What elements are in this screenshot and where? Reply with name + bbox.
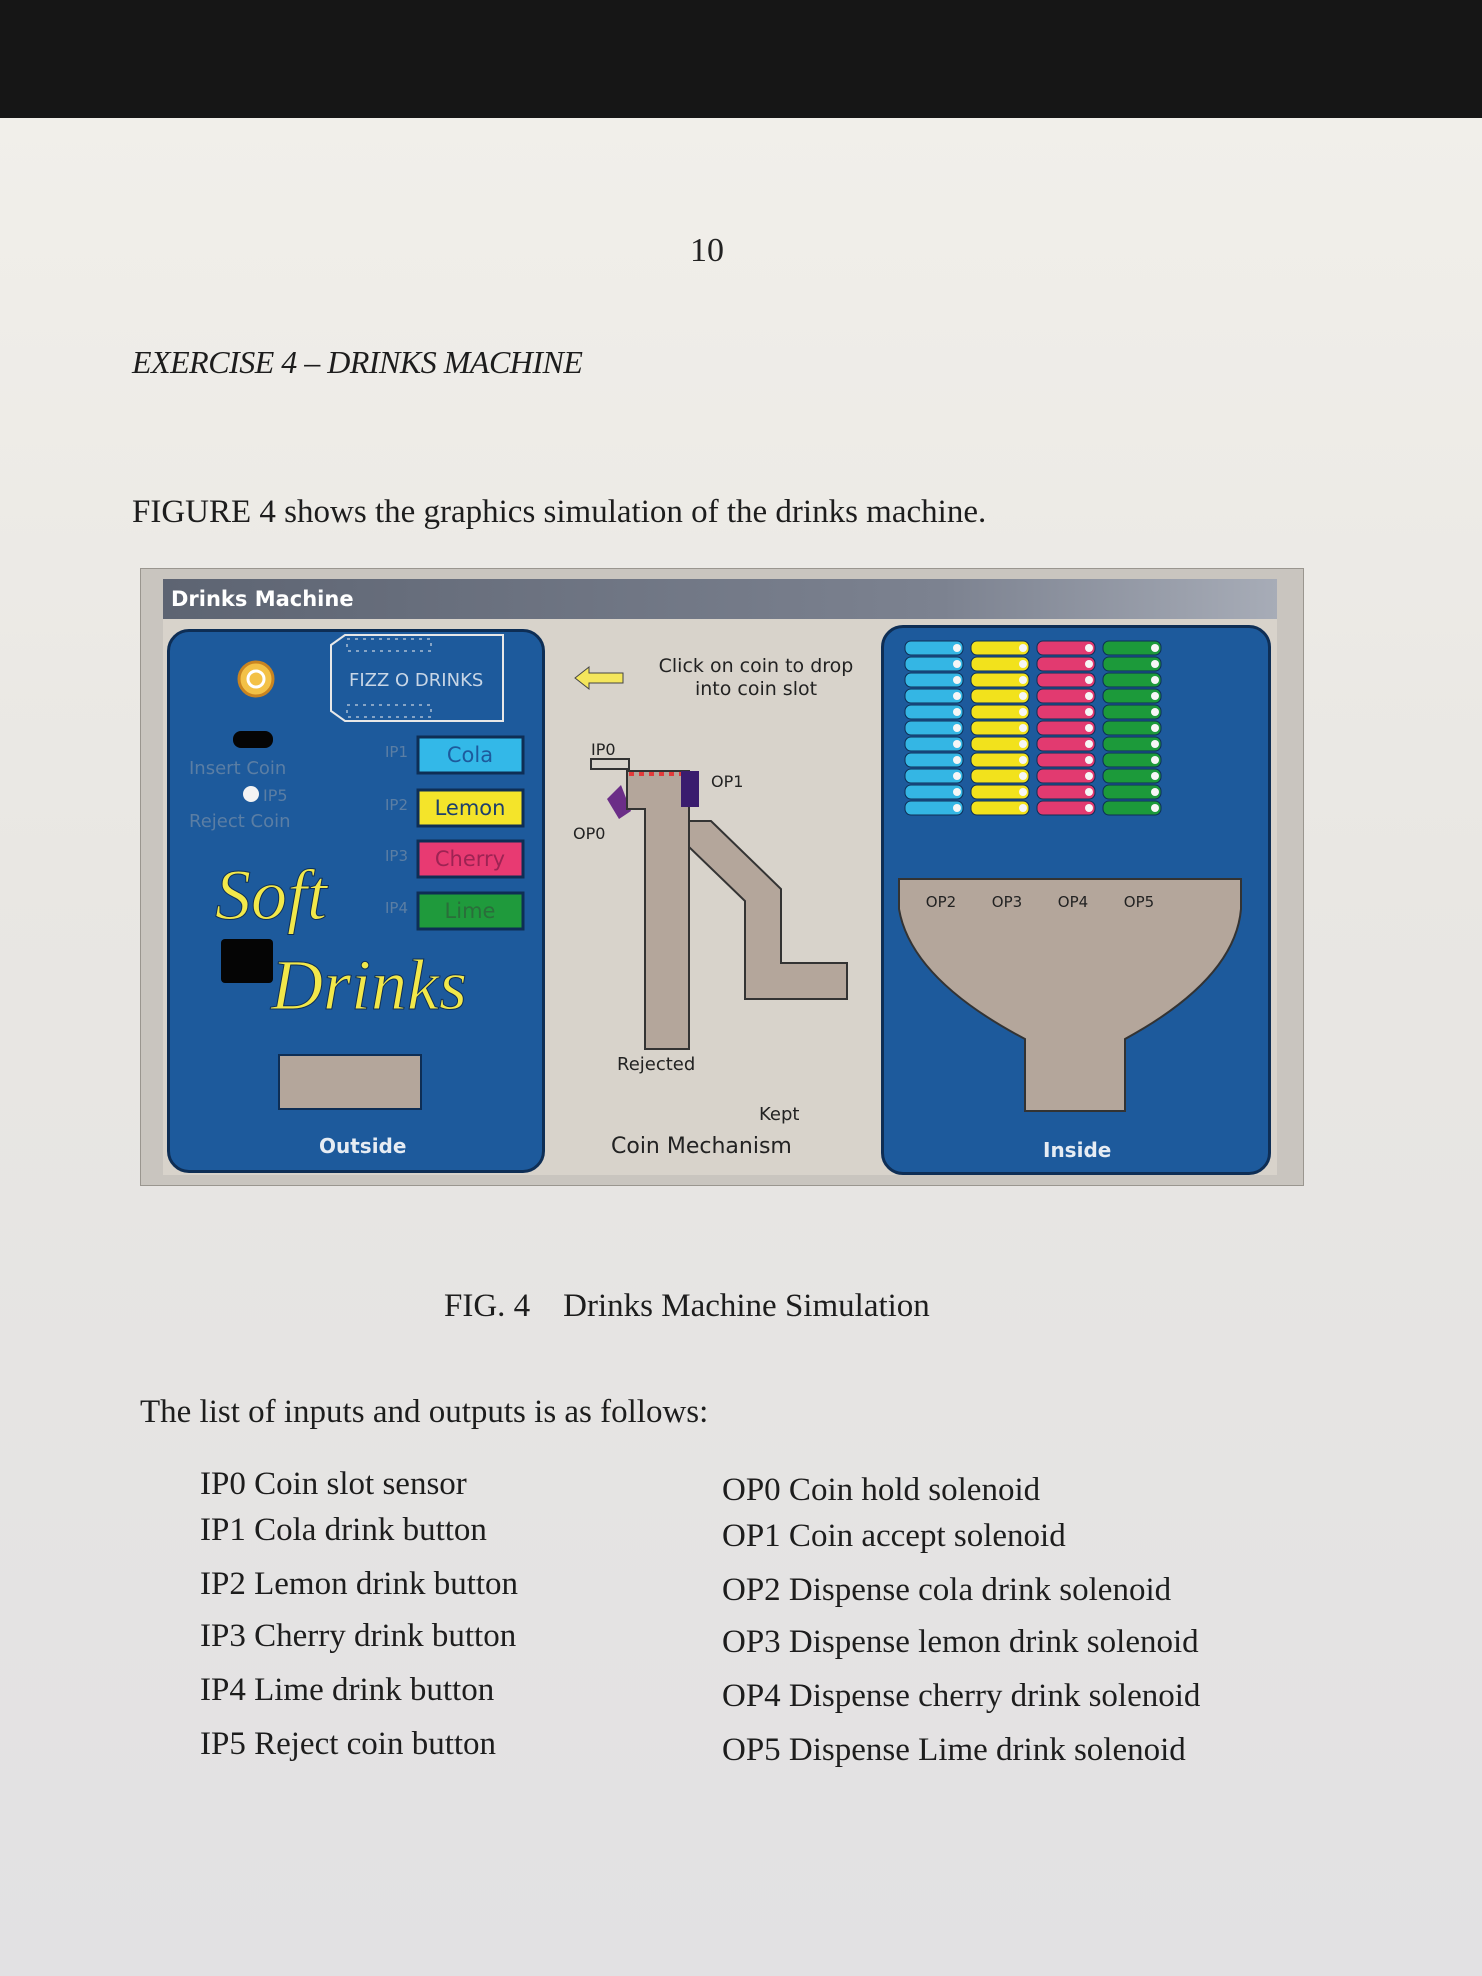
drink-can-top <box>1019 804 1027 812</box>
drink-can-top <box>1019 756 1027 764</box>
drink-button-lime[interactable] <box>385 893 523 929</box>
drink-can-top <box>1151 740 1159 748</box>
drink-can-top <box>1085 772 1093 780</box>
reject-coin-label[interactable]: Reject Coin <box>189 811 291 832</box>
drink-can-top <box>953 692 961 700</box>
drink-can-top <box>1019 772 1027 780</box>
drink-can-top <box>1019 740 1027 748</box>
coin-icon[interactable] <box>239 662 273 696</box>
op5-label: OP5 <box>1123 893 1155 911</box>
input-item: IP4 Lime drink button <box>200 1672 495 1708</box>
drink-can-top <box>1085 676 1093 684</box>
kept-label: Kept <box>759 1104 800 1125</box>
arrow-icon <box>575 667 623 689</box>
op0-label: OP0 <box>573 824 606 843</box>
drink-can-top <box>953 644 961 652</box>
svg-text:IP2: IP2 <box>385 796 409 814</box>
input-item: IP0 Coin slot sensor <box>200 1466 467 1502</box>
output-item: OP2 Dispense cola drink solenoid <box>722 1572 1172 1608</box>
reject-chute <box>627 771 689 1049</box>
drink-can-top <box>953 804 961 812</box>
dark-background <box>0 0 1482 118</box>
output-item: OP5 Dispense Lime drink solenoid <box>722 1732 1186 1768</box>
ip0-label: IP0 <box>591 740 616 759</box>
input-item: IP1 Cola drink button <box>200 1512 487 1548</box>
svg-text:IP4: IP4 <box>385 899 409 917</box>
exercise-heading: EXERCISE 4 – DRINKS MACHINE <box>132 344 583 380</box>
figure-caption: FIG. 4 Drinks Machine Simulation <box>444 1288 930 1324</box>
rejected-label: Rejected <box>617 1054 696 1075</box>
brand-sign <box>331 635 503 721</box>
dispense-flap <box>221 939 273 983</box>
drink-can-top <box>1019 724 1027 732</box>
drink-can-top <box>953 708 961 716</box>
outside-label: Outside <box>319 1134 407 1158</box>
brand-text: FIZZ O DRINKS <box>349 670 484 691</box>
input-item: IP3 Cherry drink button <box>200 1618 517 1654</box>
ip5-label: IP5 <box>263 786 288 805</box>
simulation-graphics <box>163 579 1277 1175</box>
drink-can-top <box>953 740 961 748</box>
drink-can-top <box>1151 660 1159 668</box>
svg-text:IP1: IP1 <box>385 743 409 761</box>
ip0-sensor <box>591 759 629 769</box>
output-item: OP1 Coin accept solenoid <box>722 1518 1066 1554</box>
intro-paragraph: FIGURE 4 shows the graphics simulation of the drinks machine. <box>132 494 987 530</box>
drink-can-top <box>1085 660 1093 668</box>
hint-text-line1: Click on coin to drop <box>658 655 854 677</box>
drink-can-top <box>953 676 961 684</box>
collection-hopper <box>899 879 1241 1111</box>
collection-tray <box>279 1055 421 1109</box>
drink-can-top <box>1085 724 1093 732</box>
drink-can-top <box>1151 756 1159 764</box>
output-item: OP0 Coin hold solenoid <box>722 1472 1041 1508</box>
drink-can-top <box>1085 708 1093 716</box>
hint-text-line2: into coin slot <box>694 678 818 700</box>
drink-can-top <box>1151 692 1159 700</box>
drink-can-top <box>1085 740 1093 748</box>
coin-mechanism-label: Coin Mechanism <box>611 1134 792 1159</box>
drink-can-top <box>1151 804 1159 812</box>
input-item: IP2 Lemon drink button <box>200 1566 519 1602</box>
input-item: IP5 Reject coin button <box>200 1726 497 1762</box>
drink-button-lemon[interactable] <box>385 790 523 826</box>
output-item: OP3 Dispense lemon drink solenoid <box>722 1624 1199 1660</box>
drink-can-top <box>1085 692 1093 700</box>
kept-chute <box>689 821 847 999</box>
drink-can-top <box>1085 644 1093 652</box>
drink-can-top <box>1019 788 1027 796</box>
ip5-indicator <box>243 786 259 802</box>
logo-drinks: Drinks <box>271 945 467 1025</box>
drink-can-top <box>953 660 961 668</box>
output-item: OP4 Dispense cherry drink solenoid <box>722 1678 1201 1714</box>
lemon-label: Lemon <box>434 796 506 820</box>
op2-label: OP2 <box>925 893 957 911</box>
simulation-window <box>163 579 1277 1175</box>
drink-can-top <box>1151 708 1159 716</box>
drink-can-top <box>953 756 961 764</box>
op1-solenoid <box>681 771 699 807</box>
page-number: 10 <box>690 232 724 269</box>
drink-can-top <box>1019 660 1027 668</box>
outputs-list <box>722 1472 1282 1792</box>
drink-can-top <box>1019 692 1027 700</box>
insert-coin-label: Insert Coin <box>189 758 287 779</box>
op1-label: OP1 <box>711 772 744 791</box>
logo-soft: Soft <box>215 855 328 935</box>
figure-screenshot <box>140 568 1304 1186</box>
drink-button-cola[interactable] <box>385 737 523 773</box>
op4-label: OP4 <box>1057 893 1089 911</box>
inside-label: Inside <box>1043 1138 1112 1162</box>
window-title: Drinks Machine <box>171 587 354 611</box>
lime-label: Lime <box>444 899 496 923</box>
drink-button-cherry[interactable] <box>385 841 523 877</box>
drink-can-top <box>1085 756 1093 764</box>
can-stacks <box>905 641 1161 815</box>
op3-label: OP3 <box>991 893 1023 911</box>
drink-can-top <box>1085 804 1093 812</box>
drink-can-top <box>1151 644 1159 652</box>
drink-can-top <box>1151 788 1159 796</box>
drink-can-top <box>1019 708 1027 716</box>
drink-can-top <box>953 724 961 732</box>
inputs-list <box>200 1466 640 1786</box>
drink-can-top <box>1151 724 1159 732</box>
coin-slot <box>233 731 273 748</box>
cherry-label: Cherry <box>434 847 506 871</box>
cola-label: Cola <box>446 743 494 767</box>
drink-can-top <box>1019 676 1027 684</box>
list-intro: The list of inputs and outputs is as follows: <box>140 1394 709 1430</box>
drink-can-top <box>1019 644 1027 652</box>
drink-can-top <box>1151 676 1159 684</box>
drink-can-top <box>1085 788 1093 796</box>
svg-text:IP3: IP3 <box>385 847 409 865</box>
drink-can-top <box>953 788 961 796</box>
drink-can-top <box>953 772 961 780</box>
drink-can-top <box>1151 772 1159 780</box>
